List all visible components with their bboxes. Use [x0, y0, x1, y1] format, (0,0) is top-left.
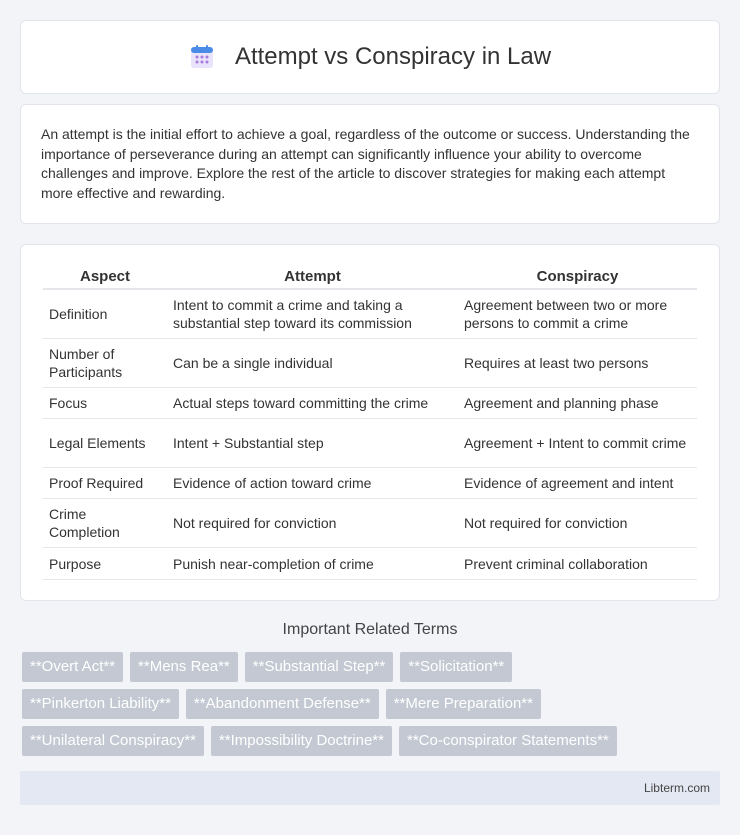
related-term-tag[interactable]: **Unilateral Conspiracy**: [22, 726, 204, 756]
conspiracy-cell: Agreement between two or more persons to commit a crime: [458, 290, 697, 339]
column-header: Aspect: [43, 265, 167, 290]
related-terms-list: [22, 652, 722, 763]
related-terms-title: Important Related Terms: [282, 621, 458, 638]
aspect-cell: Purpose: [43, 548, 167, 580]
header-card: [20, 20, 720, 94]
attempt-cell: Actual steps toward committing the crime: [167, 388, 458, 419]
comparison-table: [43, 265, 697, 580]
page-title: Attempt vs Conspiracy in Law: [234, 43, 552, 70]
aspect-cell: Definition: [43, 290, 167, 339]
related-term-tag[interactable]: **Co-conspirator Statements**: [399, 726, 617, 756]
attempt-cell: Can be a single individual: [167, 339, 458, 388]
footer-site-link[interactable]: Libterm.com: [643, 781, 710, 795]
related-term-tag[interactable]: **Pinkerton Liability**: [22, 689, 179, 719]
aspect-cell: Crime Completion: [43, 499, 167, 548]
attempt-cell: Evidence of action toward crime: [167, 468, 458, 499]
aspect-cell: Legal Elements: [43, 419, 167, 468]
conspiracy-cell: Requires at least two persons: [458, 339, 697, 388]
table-row: [43, 548, 697, 580]
table-row: [43, 388, 697, 419]
related-term-tag[interactable]: **Abandonment Defense**: [186, 689, 379, 719]
table-row: [43, 499, 697, 548]
attempt-cell: Punish near-completion of crime: [167, 548, 458, 580]
table-row: [43, 468, 697, 499]
related-term-tag[interactable]: **Overt Act**: [22, 652, 123, 682]
conspiracy-cell: Agreement and planning phase: [458, 388, 697, 419]
conspiracy-cell: Prevent criminal collaboration: [458, 548, 697, 580]
table-row: [43, 290, 697, 339]
attempt-cell: Intent + Substantial step: [167, 419, 458, 468]
related-term-tag[interactable]: **Mens Rea**: [130, 652, 238, 682]
calendar-icon: [189, 44, 215, 70]
aspect-cell: Focus: [43, 388, 167, 419]
column-header: Attempt: [167, 265, 458, 290]
intro-text: An attempt is the initial effort to achieve a goal, regardless of the outcome or success. Understanding the importance of perseverance during an attempt can significantly influence your ability to overcome challenges and improve. Explore the rest of the article to discover strategies for making each attempt more effective and rewarding.: [41, 126, 690, 201]
attempt-cell: Not required for conviction: [167, 499, 458, 548]
related-term-tag[interactable]: **Mere Preparation**: [386, 689, 541, 719]
conspiracy-cell: Not required for conviction: [458, 499, 697, 548]
related-term-tag[interactable]: **Impossibility Doctrine**: [211, 726, 392, 756]
comparison-table-card: [20, 244, 720, 601]
table-header-row: [43, 265, 697, 290]
footer: [20, 771, 720, 805]
conspiracy-cell: Agreement + Intent to commit crime: [458, 419, 697, 468]
table-row: [43, 339, 697, 388]
related-term-tag[interactable]: **Solicitation**: [400, 652, 512, 682]
intro-card: [20, 104, 720, 224]
attempt-cell: Intent to commit a crime and taking a substantial step toward its commission: [167, 290, 458, 339]
column-header: Conspiracy: [458, 265, 697, 290]
table-row: [43, 419, 697, 468]
related-term-tag[interactable]: **Substantial Step**: [245, 652, 394, 682]
conspiracy-cell: Evidence of agreement and intent: [458, 468, 697, 499]
aspect-cell: Number of Participants: [43, 339, 167, 388]
aspect-cell: Proof Required: [43, 468, 167, 499]
